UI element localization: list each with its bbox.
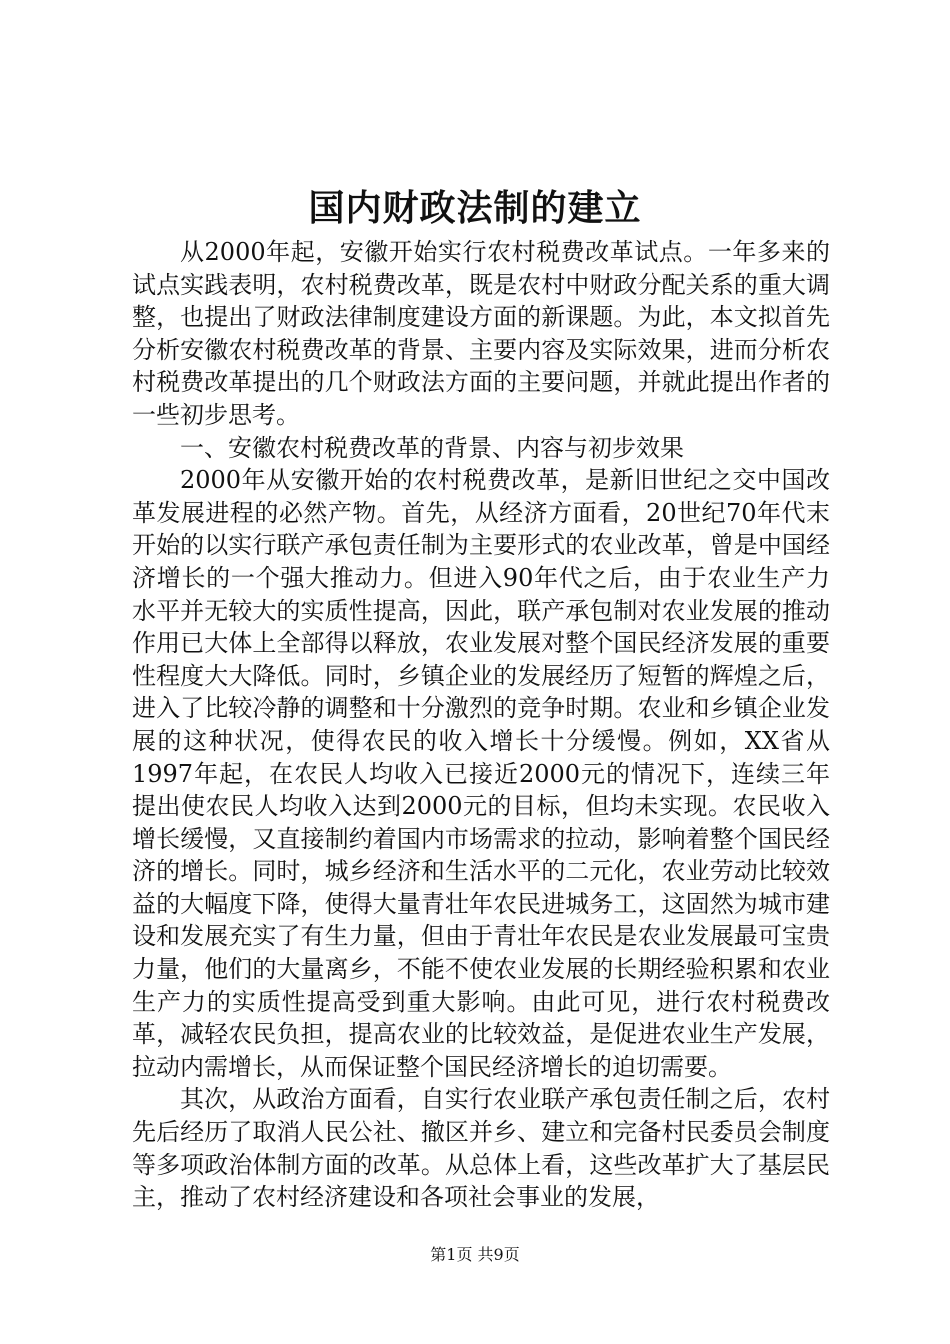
page-footer: 第1页 共9页: [430, 1245, 520, 1264]
section-heading: 一、安徽农村税费改革的背景、内容与初步效果: [180, 433, 684, 462]
paragraph-economic: 2000年从安徽开始的农村税费改革，是新旧世纪之交中国改革发展进程的必然产物。首先，从经济方面看，20世纪70年代末开始的以实行联产承包责任制为主要形式的农业改革，曾是中国经济增长的一个强大推动力。但进入90年代之后，由于农业生产力水平并无较大的实质性提高，因此，联产承包制对农业发展的推动作用已大体上全部得以释放，农业发展对整个国民经济发展的重要性程度大大降低。同时，乡镇企业的发展经历了短暂的辉煌之后，进入了比较冷静的调整和十分激烈的竞争时期。农业和乡镇企业发展的这种状况，使得农民的收入增长十分缓慢。例如，XX省从1997年起，在农民人均收入已接近2000元的情况下，连续三年提出使农民人均收入达到2000元的目标，但均未实现。农民收入增长缓慢，又直接制约着国内市场需求的拉动，影响着整个国民经济的增长。同时，城乡经济和生活水平的二元化，农业劳动比较效益的大幅度下降，使得大量青壮年农民进城务工，这固然为城市建设和发展充实了有生力量，但由于青壮年农民是农业发展最可宝贵力量，他们的大量离乡，不能不使农业发展的长期经验积累和农业生产力的实质性提高受到重大影响。由此可见，进行农村税费改革，减轻农民负担，提高农业的比较效益，是促进农业生产发展，拉动内需增长，从而保证整个国民经济增长的迫切需要。: [132, 466, 830, 1081]
document-body: [132, 236, 830, 1214]
paragraph-intro: 从2000年起，安徽开始实行农村税费改革试点。一年多来的试点实践表明，农村税费改革，既是农村中财政分配关系的重大调整，也提出了财政法律制度建设方面的新课题。为此，本文拟首先分析安徽农村税费改革的背景、主要内容及实际效果，进而分析农村税费改革提出的几个财政法方面的主要问题，并就此提出作者的一些初步思考。: [132, 238, 830, 429]
document-title: 国内财政法制的建立: [308, 187, 642, 229]
paragraph-political: 其次，从政治方面看，自实行农业联产承包责任制之后，农村先后经历了取消人民公社、撤区并乡、建立和完备村民委员会制度等多项政治体制方面的改革。从总体上看，这些改革扩大了基层民主，推动了农村经济建设和各项社会事业的发展，: [132, 1085, 830, 1212]
